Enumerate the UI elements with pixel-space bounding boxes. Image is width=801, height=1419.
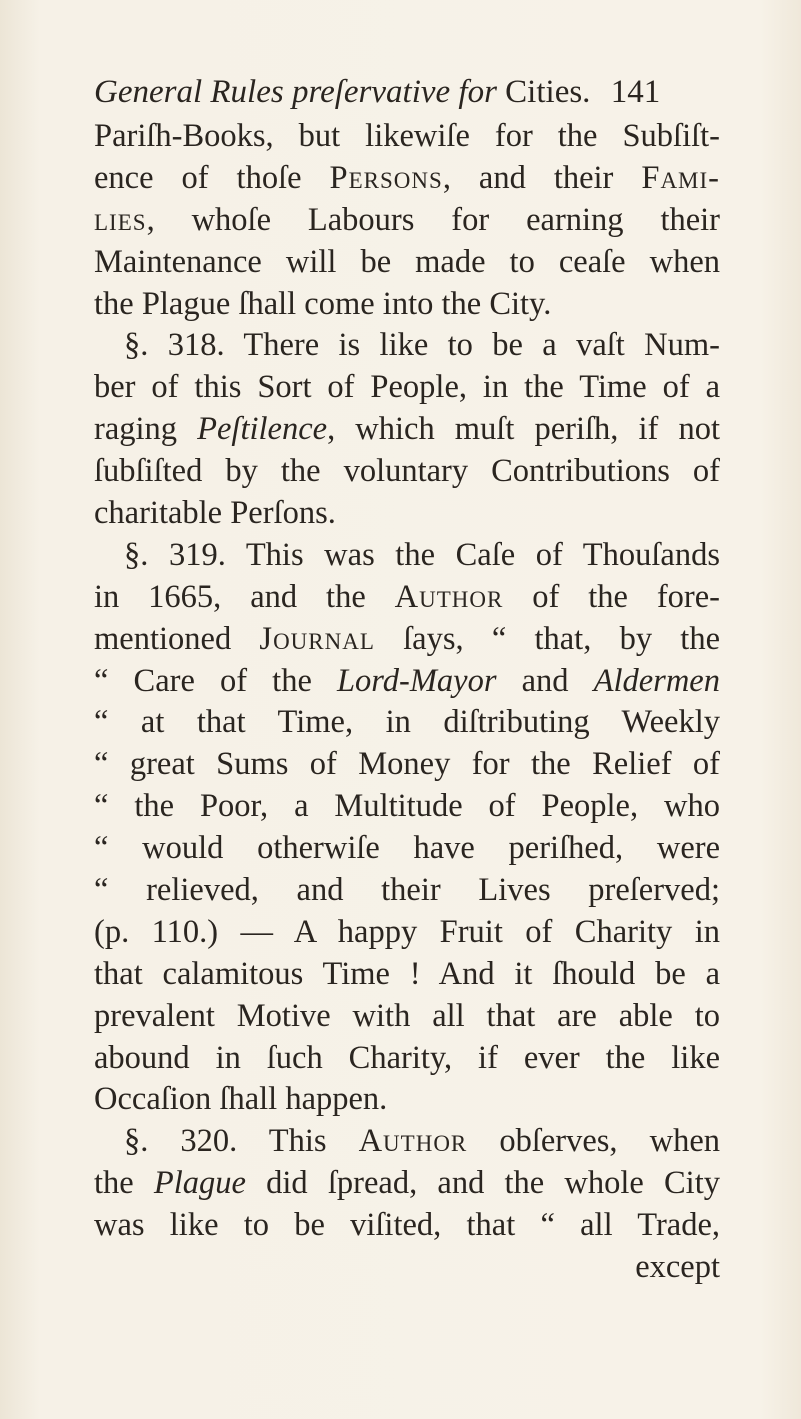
text-line <box>94 1205 720 1247</box>
text-segment: and <box>496 662 594 699</box>
text-segment: ſubſiſted by the voluntary Contributions of <box>94 453 720 490</box>
italic-text: Plague <box>153 1165 246 1202</box>
text-segment: , and their <box>442 159 642 196</box>
text-line <box>94 242 720 284</box>
italic-text: Lord-Mayor <box>336 662 497 699</box>
text-segment: ence of thoſe <box>94 159 330 196</box>
small-caps-text: lies <box>94 201 147 238</box>
text-segment: in 1665, and the <box>94 578 395 615</box>
text-line <box>94 786 720 828</box>
text-segment: that calamitous Time ! And it ſhould be a <box>94 955 720 992</box>
text-segment: did ſpread, and the whole City <box>245 1165 720 1202</box>
text-line <box>94 200 720 242</box>
text-segment: §. 320. This <box>124 1123 359 1160</box>
running-title-roman: Cities. <box>505 74 591 110</box>
text-line <box>94 870 720 912</box>
text-line <box>94 325 720 367</box>
text-line <box>94 828 720 870</box>
text-segment: was like to be viſited, that “ all Trade, <box>94 1207 720 1244</box>
text-line <box>94 451 720 493</box>
body-text <box>94 116 720 1289</box>
text-segment: obſerves, when <box>467 1123 720 1160</box>
small-caps-text: Journal <box>259 620 375 657</box>
text-segment: , whoſe Labours for earning their <box>146 201 720 238</box>
text-line <box>94 1121 720 1163</box>
text-segment: (p. 110.) — A happy Fruit of Charity in <box>94 913 720 950</box>
text-segment: ber of this Sort of People, in the Time of a <box>94 369 720 406</box>
text-line <box>94 954 720 996</box>
text-segment: Maintenance will be made to ceaſe when <box>94 243 720 280</box>
text-segment: Occaſion ſhall happen. <box>94 1081 388 1118</box>
text-line <box>94 1079 720 1121</box>
text-line <box>94 116 720 158</box>
text-line <box>94 1038 720 1080</box>
running-title-italic: General Rules preſervative for <box>94 74 497 110</box>
text-segment: the Plague ſhall come into the City. <box>94 285 552 322</box>
text-segment: prevalent Motive with all that are able to <box>94 997 720 1034</box>
small-caps-text: Persons <box>329 159 443 196</box>
page-number: 141 <box>610 74 661 110</box>
text-line <box>94 744 720 786</box>
small-caps-text: Author <box>394 578 504 615</box>
text-segment: §. 318. There is like to be a vaſt Num- <box>124 327 720 364</box>
text-line <box>94 661 720 703</box>
text-segment: raging <box>94 411 198 448</box>
running-header <box>94 74 714 111</box>
text-segment: of the fore- <box>503 578 720 615</box>
small-caps-text: Fami- <box>641 159 720 196</box>
text-segment: ſays, “ that, by the <box>374 620 720 657</box>
text-segment: “ great Sums of Money for the Relief of <box>94 746 720 783</box>
text-segment: mentioned <box>94 620 260 657</box>
text-line <box>94 577 720 619</box>
italic-text: Peſtilence <box>197 411 328 448</box>
text-line <box>94 409 720 451</box>
text-segment: the <box>94 1165 154 1202</box>
italic-text: Aldermen <box>593 662 720 699</box>
text-line <box>94 535 720 577</box>
text-segment: “ the Poor, a Multitude of People, who <box>94 788 720 825</box>
text-segment: charitable Perſons. <box>94 495 336 532</box>
text-segment: §. 319. This was the Caſe of Thouſands <box>124 536 720 573</box>
text-segment: , which muſt periſh, if not <box>327 411 721 448</box>
text-segment: “ at that Time, in diſtributing Weekly <box>94 704 720 741</box>
text-segment: “ would otherwiſe have periſhed, were <box>94 830 720 867</box>
text-line <box>94 493 720 535</box>
text-line <box>94 1163 720 1205</box>
text-line <box>94 367 720 409</box>
text-line <box>94 996 720 1038</box>
small-caps-text: Author <box>358 1123 468 1160</box>
text-line <box>94 912 720 954</box>
text-line <box>94 158 720 200</box>
text-segment: Pariſh-Books, but likewiſe for the Subſiſt- <box>94 118 720 154</box>
text-segment: except <box>635 1249 720 1286</box>
text-line <box>94 619 720 661</box>
text-line <box>94 702 720 744</box>
text-segment: “ Care of the <box>94 662 337 699</box>
text-line <box>94 1247 720 1289</box>
text-line <box>94 284 720 326</box>
text-segment: “ relieved, and their Lives preſerved; <box>94 872 720 909</box>
text-segment: abound in ſuch Charity, if ever the like <box>94 1039 720 1076</box>
